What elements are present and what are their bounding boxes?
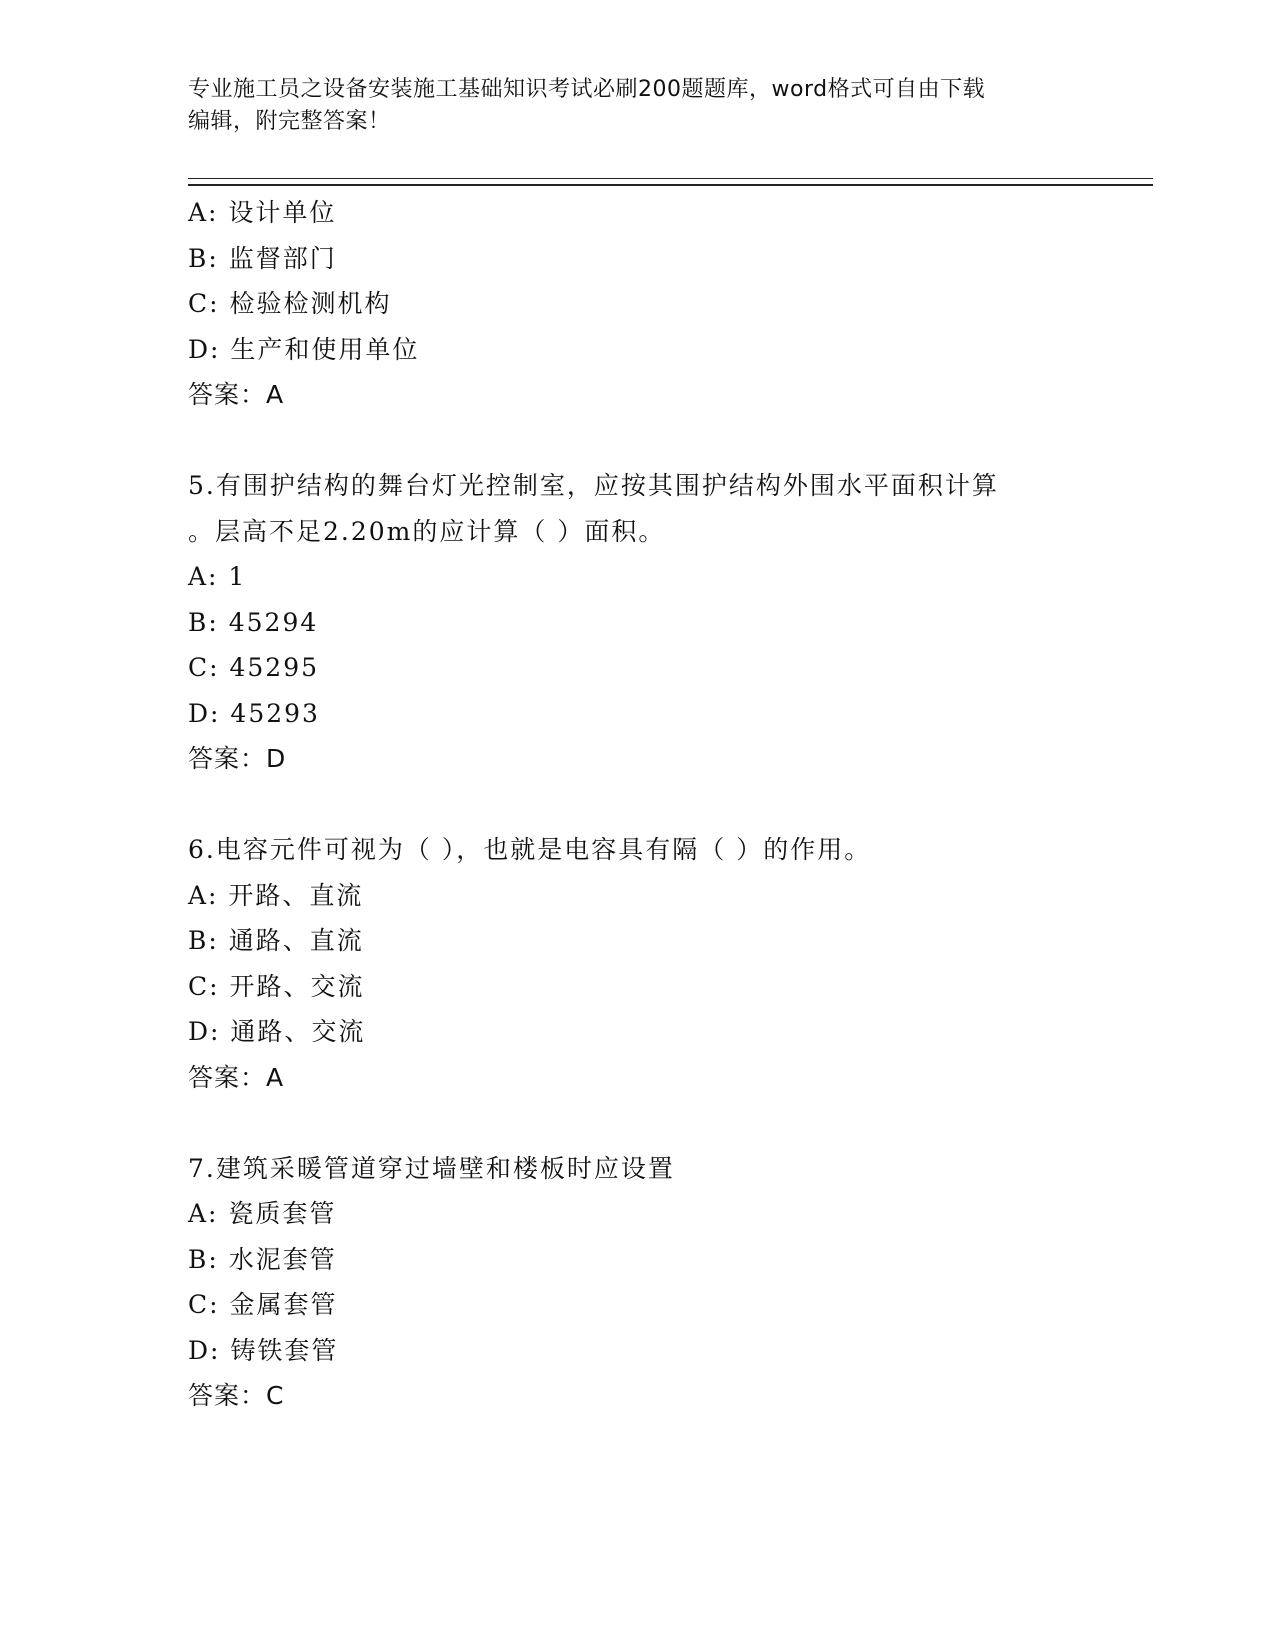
option-a: A: 1 [188,562,247,591]
answer-line: 答案：A [188,1062,285,1092]
option-d: D: 铸铁套管 [188,1335,339,1365]
question-text-line-2: 。层高不足2.20m的应计算（ ）面积。 [188,516,666,546]
question-text [188,827,1068,873]
answer-line: 答案：D [188,744,287,773]
option-b: B: 45294 [188,607,319,637]
option-b: B: 水泥套管 [188,1244,337,1274]
option-c: C: 45295 [188,653,320,682]
question-list [188,190,1088,1419]
option-a: A: 设计单位 [188,198,337,227]
option-a: A: 瓷质套管 [188,1199,337,1228]
option-c: C: 检验检测机构 [188,289,392,318]
question-text [188,463,1068,554]
option-d: D: 45293 [188,698,320,728]
question-text [188,1146,1068,1192]
question-7-block [188,1146,1088,1419]
question-text-line-1: 6.电容元件可视为（ ），也就是电容具有隔（ ）的作用。 [188,835,872,864]
spacer [188,782,1088,828]
header-title-line-1: 专业施工员之设备安装施工基础知识考试必刷200题题库，word格式可自由下载 [188,77,986,102]
question-text-line-1: 7.建筑采暖管道穿过墙壁和楼板时应设置 [188,1153,675,1183]
spacer [188,418,1088,464]
option-a: A: 开路、直流 [188,880,364,910]
question-6-block [188,827,1088,1100]
question-5-block [188,463,1088,782]
option-b: B: 通路、直流 [188,926,364,955]
answer-line: 答案：A [188,380,285,409]
header-divider [188,178,1153,186]
answer-line: 答案：C [188,1381,285,1410]
option-d: D: 通路、交流 [188,1017,366,1046]
document-header [188,74,1068,138]
option-c: C: 金属套管 [188,1290,338,1319]
option-c: C: 开路、交流 [188,971,365,1001]
option-d: D: 生产和使用单位 [188,334,420,364]
spacer [188,1100,1088,1146]
question-4-block [188,190,1088,418]
option-b: B: 监督部门 [188,243,337,273]
question-text-line-1: 5.有围护结构的舞台灯光控制室，应按其围护结构外围水平面积计算 [188,471,999,500]
header-title-line-2: 编辑，附完整答案！ [188,109,391,134]
